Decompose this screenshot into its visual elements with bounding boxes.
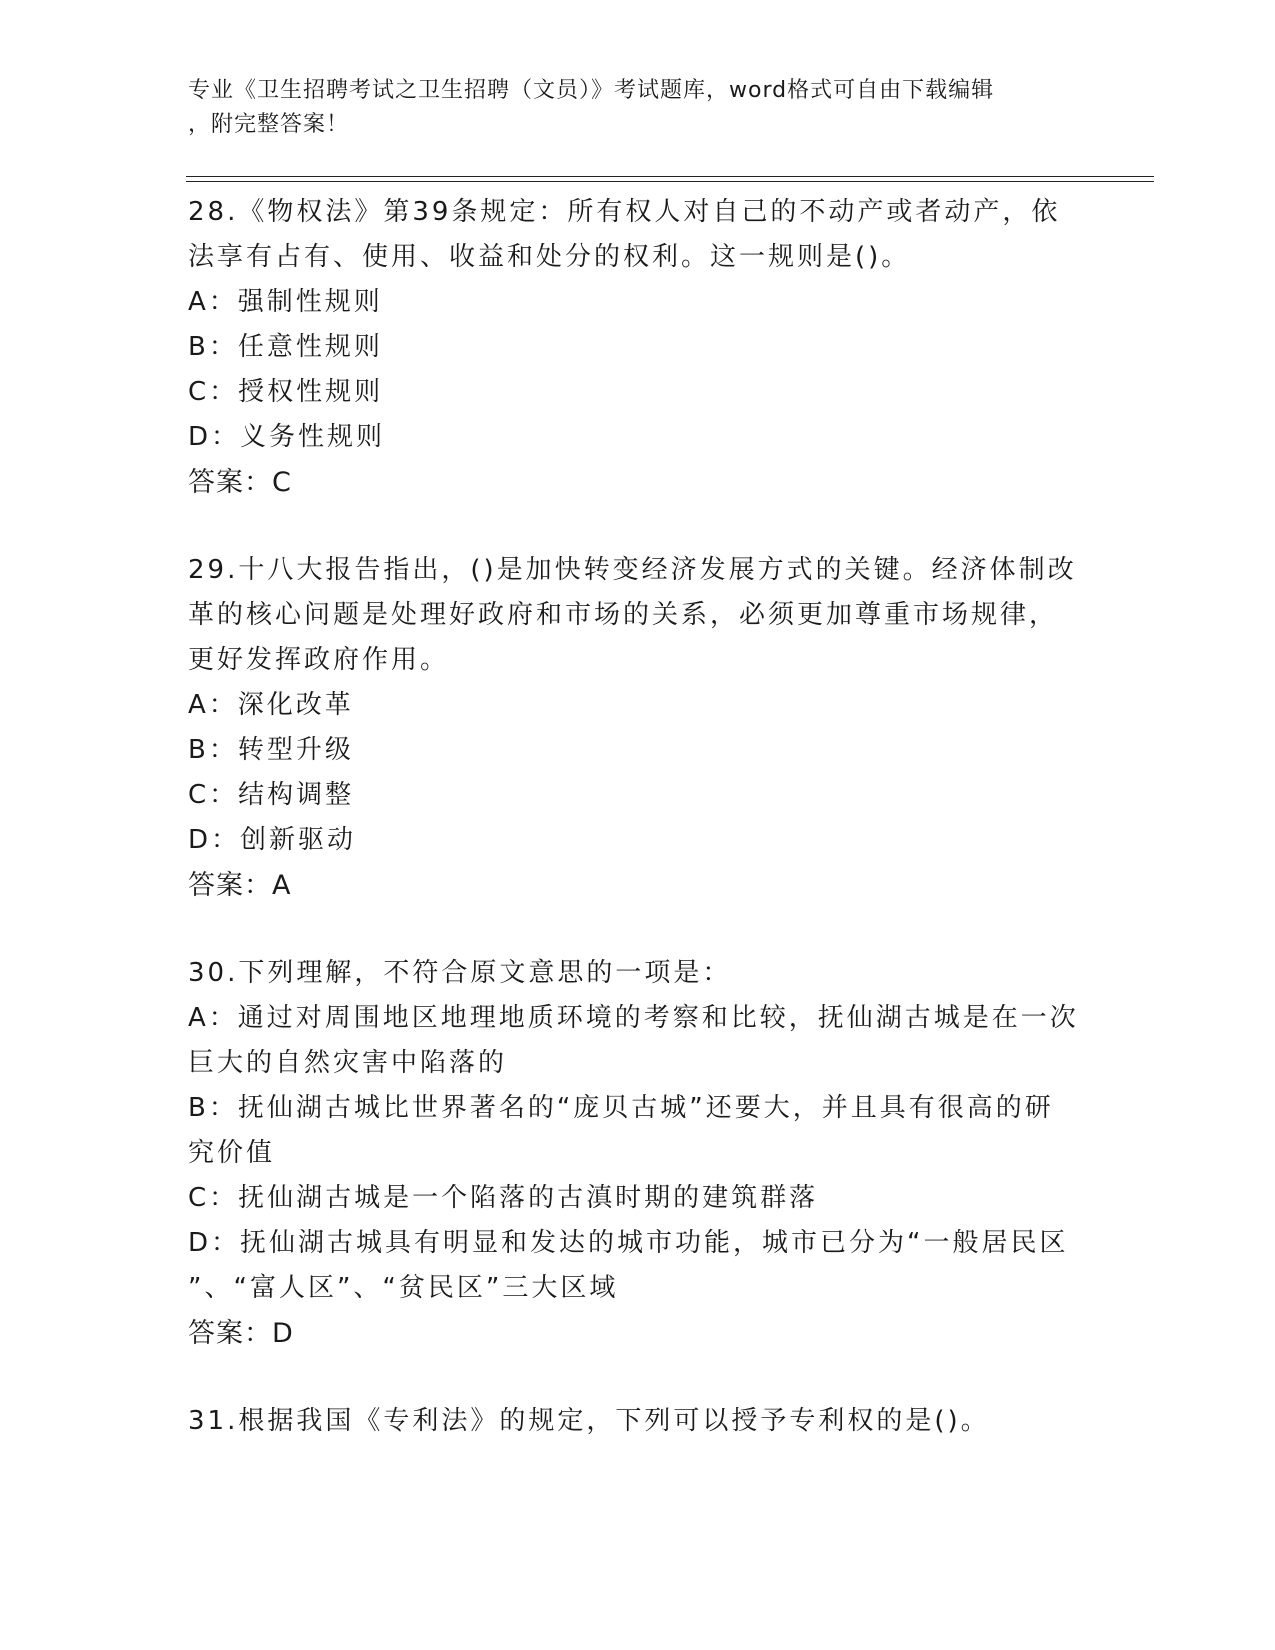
- option-d: D：义务性规则: [188, 422, 386, 452]
- question-text-line: 28.《物权法》第39条规定：所有权人对自己的不动产或者动产，依: [188, 197, 1061, 227]
- option-d: D：创新驱动: [188, 825, 357, 855]
- option-b-continued: 究价值: [188, 1138, 276, 1168]
- option-a: A：深化改革: [188, 690, 354, 720]
- question-29: [188, 548, 1088, 909]
- header-line-1: 专业《卫生招聘考试之卫生招聘（文员）》考试题库，word格式可自由下载编辑: [188, 78, 995, 103]
- option-a: A：强制性规则: [188, 287, 383, 317]
- question-text-line: 29.十八大报告指出，()是加快转变经济发展方式的关键。经济体制改: [188, 555, 1077, 585]
- option-d: D：抚仙湖古城具有明显和发达的城市功能，城市已分为“一般居民区: [188, 1228, 1069, 1258]
- header-divider-bottom: [186, 181, 1154, 182]
- option-a: A：通过对周围地区地理地质环境的考察和比较，抚仙湖古城是在一次: [188, 1003, 1079, 1033]
- answer-line: 答案：C: [188, 467, 292, 498]
- question-31: [188, 1399, 1088, 1444]
- option-b: B：任意性规则: [188, 332, 383, 362]
- answer-line: 答案：A: [188, 870, 292, 901]
- answer-line: 答案：D: [188, 1318, 294, 1349]
- question-text-line: 革的核心问题是处理好政府和市场的关系，必须更加尊重市场规律，: [188, 600, 1059, 630]
- option-b: B：抚仙湖古城比世界著名的“庞贝古城”还要大，并且具有很高的研: [188, 1093, 1054, 1123]
- option-a-continued: 巨大的自然灾害中陷落的: [188, 1048, 508, 1078]
- question-text-line: 30.下列理解，不符合原文意思的一项是：: [188, 958, 732, 988]
- option-b: B：转型升级: [188, 735, 354, 765]
- question-text-line: 更好发挥政府作用。: [188, 645, 450, 675]
- question-28: [188, 190, 1088, 506]
- option-c: C：抚仙湖古城是一个陷落的古滇时期的建筑群落: [188, 1183, 819, 1213]
- header-divider-top: [186, 176, 1154, 177]
- option-c: C：结构调整: [188, 780, 355, 810]
- question-list: [188, 190, 1088, 1486]
- document-header: [188, 74, 1068, 142]
- question-text-line: 法享有占有、使用、收益和处分的权利。这一规则是()。: [188, 242, 911, 272]
- header-line-2: ，附完整答案！: [188, 112, 350, 137]
- question-30: [188, 951, 1088, 1357]
- option-d-continued: ”、“富人区”、“贫民区”三大区域: [188, 1273, 619, 1303]
- question-text-line: 31.根据我国《专利法》的规定，下列可以授予专利权的是()。: [188, 1406, 990, 1436]
- option-c: C：授权性规则: [188, 377, 384, 407]
